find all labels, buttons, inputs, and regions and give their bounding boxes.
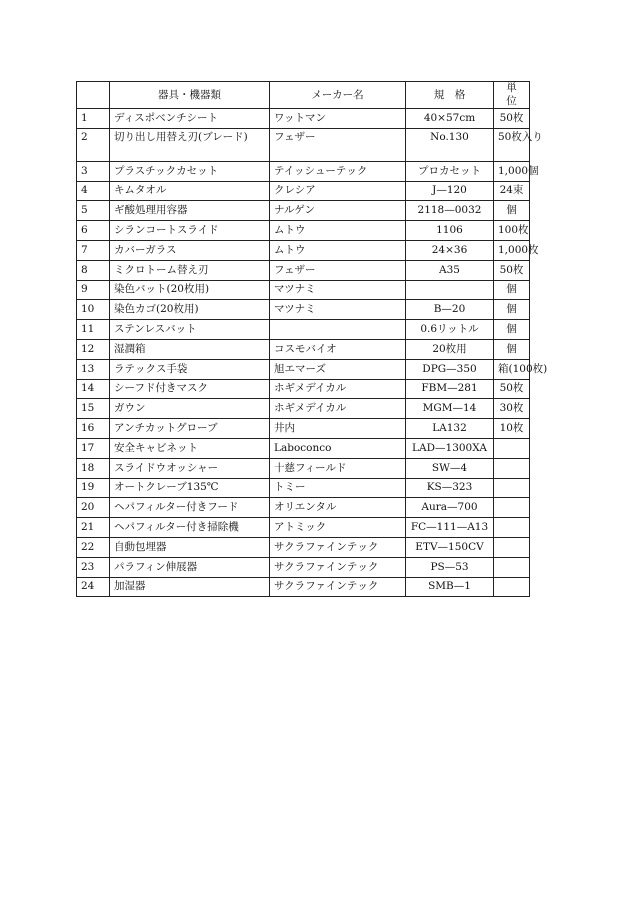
cell-maker: ホギメデイカル [270,379,406,399]
cell-spec: 20枚用 [406,339,494,359]
table-row [77,379,530,399]
cell-maker: サクラファインテック [270,577,406,597]
table-row [77,109,530,129]
cell-spec: MGM—14 [406,399,494,419]
cell-item: シーフド付きマスク [110,379,270,399]
cell-no: 18 [77,458,110,478]
table-row [77,221,530,241]
cell-item: アンチカットグローブ [110,419,270,439]
cell-unit [494,537,530,557]
cell-maker: 井内 [270,419,406,439]
table-row [77,300,530,320]
cell-no: 13 [77,359,110,379]
table-row [77,478,530,498]
cell-spec: LA132 [406,419,494,439]
cell-spec: 1106 [406,221,494,241]
table-row [77,399,530,419]
cell-maker: ホギメデイカル [270,399,406,419]
cell-unit: 50枚入り [494,128,530,161]
cell-spec: DPG—350 [406,359,494,379]
cell-item: シランコートスライド [110,221,270,241]
cell-item: 染色バット(20枚用) [110,280,270,300]
table-row [77,280,530,300]
cell-no: 21 [77,518,110,538]
header-unit: 単 位 [494,82,530,109]
table-row [77,537,530,557]
cell-maker: 十慈フィールド [270,458,406,478]
cell-no: 1 [77,109,110,129]
cell-no: 15 [77,399,110,419]
cell-item: オートクレーブ135℃ [110,478,270,498]
cell-unit [494,518,530,538]
cell-no: 8 [77,260,110,280]
cell-maker: マツナミ [270,300,406,320]
cell-maker: サクラファインテック [270,557,406,577]
table-row [77,458,530,478]
cell-no: 20 [77,498,110,518]
cell-maker: テイッシューテック [270,161,406,181]
cell-item: ディスポベンチシート [110,109,270,129]
cell-item: ミクロトーム替え刃 [110,260,270,280]
cell-unit [494,458,530,478]
cell-maker: Laboconco [270,438,406,458]
cell-no: 2 [77,128,110,161]
cell-unit [494,478,530,498]
cell-no: 3 [77,161,110,181]
cell-unit [494,438,530,458]
cell-spec: SW—4 [406,458,494,478]
cell-spec: No.130 [406,128,494,161]
cell-maker: コスモバイオ [270,339,406,359]
cell-item: キムタオル [110,181,270,201]
cell-no: 12 [77,339,110,359]
cell-maker: 旭エマーズ [270,359,406,379]
table-row [77,181,530,201]
cell-maker: アトミック [270,518,406,538]
cell-unit: 50枚 [494,109,530,129]
cell-unit [494,498,530,518]
cell-unit: 1,000個 [494,161,530,181]
cell-spec [406,280,494,300]
cell-item: ステンレスバット [110,320,270,340]
cell-no: 6 [77,221,110,241]
cell-spec: 0.6リットル [406,320,494,340]
cell-unit: 1,000枚 [494,240,530,260]
cell-item: 安全キャビネット [110,438,270,458]
table-row [77,260,530,280]
cell-no: 19 [77,478,110,498]
table-row [77,577,530,597]
cell-spec: A35 [406,260,494,280]
cell-spec: 24×36 [406,240,494,260]
table-row [77,359,530,379]
cell-unit: 50枚 [494,260,530,280]
table-row [77,320,530,340]
cell-item: スライドウオッシャー [110,458,270,478]
table-row [77,240,530,260]
cell-spec: 40×57cm [406,109,494,129]
cell-spec: KS—323 [406,478,494,498]
cell-no: 5 [77,201,110,221]
table-row [77,161,530,181]
cell-maker: トミー [270,478,406,498]
cell-spec: 2118—0032 [406,201,494,221]
table-row [77,128,530,161]
cell-item: 自動包埋器 [110,537,270,557]
table-row [77,518,530,538]
header-item: 器具・機器類 [110,82,270,109]
cell-no: 16 [77,419,110,439]
cell-unit: 個 [494,201,530,221]
cell-no: 23 [77,557,110,577]
cell-item: 染色カゴ(20枚用) [110,300,270,320]
cell-no: 7 [77,240,110,260]
table-row [77,339,530,359]
cell-item: ヘパフィルター付き掃除機 [110,518,270,538]
header-row [77,82,530,109]
table-row [77,557,530,577]
table-row [77,498,530,518]
cell-unit: 個 [494,320,530,340]
cell-item: 湿潤箱 [110,339,270,359]
cell-unit: 10枚 [494,419,530,439]
cell-unit: 個 [494,339,530,359]
cell-item: 切り出し用替え刃(ブレード) [110,128,270,161]
cell-spec: J—120 [406,181,494,201]
cell-spec: プロカセット [406,161,494,181]
cell-maker: マツナミ [270,280,406,300]
cell-no: 10 [77,300,110,320]
cell-spec: FBM—281 [406,379,494,399]
cell-unit [494,557,530,577]
cell-spec: B—20 [406,300,494,320]
cell-maker [270,320,406,340]
cell-item: ヘパフィルター付きフード [110,498,270,518]
cell-item: 加湿器 [110,577,270,597]
cell-unit [494,577,530,597]
table-row [77,438,530,458]
cell-item: ギ酸処理用容器 [110,201,270,221]
cell-unit: 100枚 [494,221,530,241]
cell-unit: 30枚 [494,399,530,419]
cell-spec: PS—53 [406,557,494,577]
cell-no: 22 [77,537,110,557]
cell-maker: クレシア [270,181,406,201]
cell-maker: ナルゲン [270,201,406,221]
cell-unit: 箱(100枚) [494,359,530,379]
cell-spec: LAD—1300XA [406,438,494,458]
cell-maker: ムトウ [270,240,406,260]
cell-item: プラスチックカセット [110,161,270,181]
cell-spec: FC—111—A13 [406,518,494,538]
cell-item: カバーガラス [110,240,270,260]
cell-maker: ワットマン [270,109,406,129]
cell-no: 4 [77,181,110,201]
cell-no: 17 [77,438,110,458]
cell-no: 24 [77,577,110,597]
cell-maker: サクラファインテック [270,537,406,557]
cell-maker: フェザー [270,260,406,280]
cell-item: パラフィン伸展器 [110,557,270,577]
header-spec: 規 格 [406,82,494,109]
header-no [77,82,110,109]
cell-spec: Aura—700 [406,498,494,518]
cell-no: 11 [77,320,110,340]
cell-no: 9 [77,280,110,300]
cell-no: 14 [77,379,110,399]
cell-spec: SMB—1 [406,577,494,597]
cell-maker: ムトウ [270,221,406,241]
cell-maker: フェザー [270,128,406,161]
table-body [77,109,548,597]
cell-spec: ETV—150CV [406,537,494,557]
equipment-table [76,81,548,597]
header-maker: メーカー名 [270,82,406,109]
cell-unit: 24束 [494,181,530,201]
cell-unit: 個 [494,280,530,300]
cell-item: ガウン [110,399,270,419]
cell-item: ラテックス手袋 [110,359,270,379]
table-row [77,419,530,439]
table-row [77,201,530,221]
cell-unit: 個 [494,300,530,320]
cell-maker: オリエンタル [270,498,406,518]
cell-unit: 50枚 [494,379,530,399]
